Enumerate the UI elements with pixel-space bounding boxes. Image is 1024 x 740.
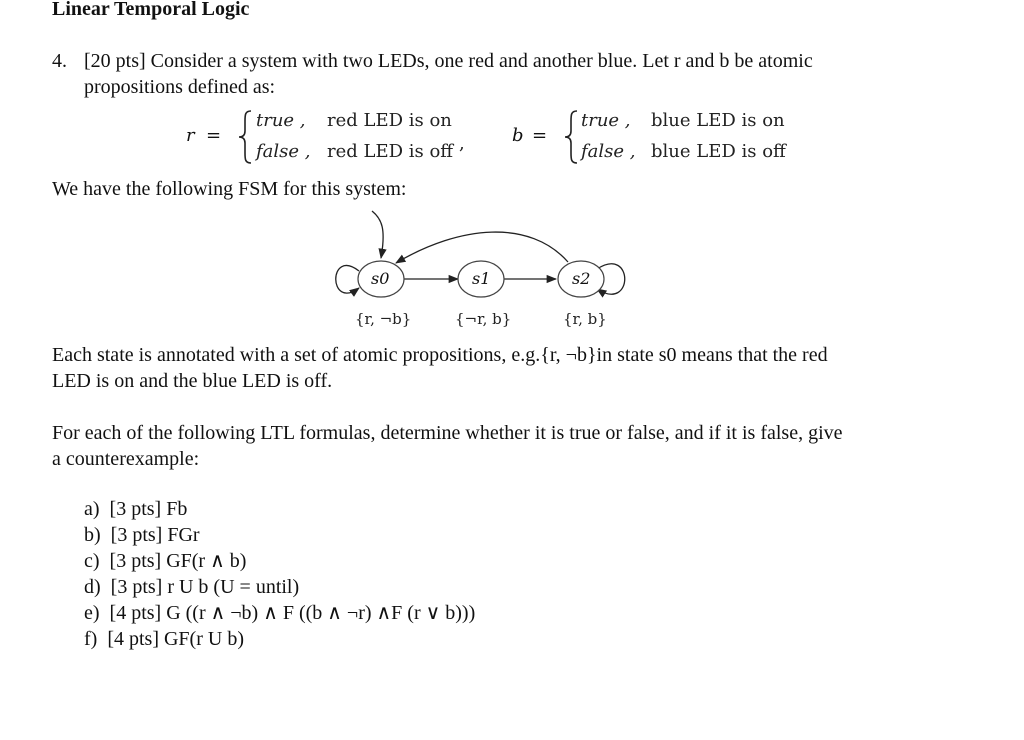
state-s2-name: s2	[572, 269, 591, 288]
def-separator: ,	[459, 133, 465, 154]
question-line-1: [20 pts] Consider a system with two LEDs, one red and another blue. Let r and b be atomic	[84, 50, 813, 72]
list-item	[84, 496, 187, 522]
item-text: [3 pts] GF(r ∧ b)	[109, 550, 247, 572]
list-item	[84, 548, 246, 574]
def-b-false-label: false ,	[581, 141, 636, 162]
instruction-line-1: For each of the following LTL formulas, determine whether it is true or false, and if it is false, give	[52, 422, 843, 444]
def-b-false-desc: blue LED is off	[651, 141, 786, 162]
def-r-brace	[236, 109, 256, 165]
item-marker: b)	[84, 524, 101, 546]
def-r-false-desc: red LED is off	[327, 141, 454, 162]
item-marker: a)	[84, 498, 100, 520]
state-s0-name: s0	[371, 269, 390, 288]
list-item	[84, 522, 200, 548]
state-s2-label: {r, b}	[563, 310, 607, 328]
def-b-true-desc: blue LED is on	[651, 110, 785, 131]
edge-s2-s0	[396, 232, 568, 263]
item-text: [3 pts] FGr	[110, 524, 200, 546]
def-r-variable: r	[186, 125, 195, 146]
fsm-diagram	[330, 205, 640, 315]
def-b-variable: b	[512, 125, 524, 146]
list-item	[84, 600, 475, 626]
def-b-true-label: true ,	[581, 110, 631, 131]
instruction-line-2: a counterexample:	[52, 448, 200, 470]
initial-arrow	[372, 211, 383, 258]
item-marker: f)	[84, 628, 98, 650]
s0-self-loop	[336, 266, 359, 294]
item-text: [4 pts] G ((r ∧ ¬b) ∧ F ((b ∧ ¬r) ∧F (r ∨ b)))	[109, 602, 476, 624]
item-text: [3 pts] r U b (U = until)	[110, 576, 300, 598]
def-b-brace	[562, 109, 582, 165]
list-item	[84, 626, 244, 652]
list-item	[84, 574, 299, 600]
def-r-false-label: false ,	[256, 141, 311, 162]
question-number: 4.	[52, 50, 67, 72]
item-text: [3 pts] Fb	[109, 498, 188, 520]
def-b-equals: =	[532, 125, 548, 146]
def-r-equals: =	[206, 125, 222, 146]
annotation-line-1: Each state is annotated with a set of atomic propositions, e.g.{r, ¬b}in state s0 means that the red	[52, 344, 828, 366]
page-title: Linear Temporal Logic	[52, 0, 250, 20]
item-text: [4 pts] GF(r U b)	[107, 628, 244, 650]
item-marker: c)	[84, 550, 100, 572]
def-r-true-desc: red LED is on	[327, 110, 452, 131]
item-marker: e)	[84, 602, 100, 624]
fsm-intro: We have the following FSM for this system:	[52, 178, 407, 200]
state-s0-label: {r, ¬b}	[355, 310, 412, 328]
state-s1-name: s1	[472, 269, 491, 288]
annotation-line-2: LED is on and the blue LED is off.	[52, 370, 333, 392]
def-r-true-label: true ,	[256, 110, 306, 131]
item-marker: d)	[84, 576, 101, 598]
question-line-2: propositions defined as:	[84, 76, 276, 98]
state-s1-label: {¬r, b}	[455, 310, 512, 328]
